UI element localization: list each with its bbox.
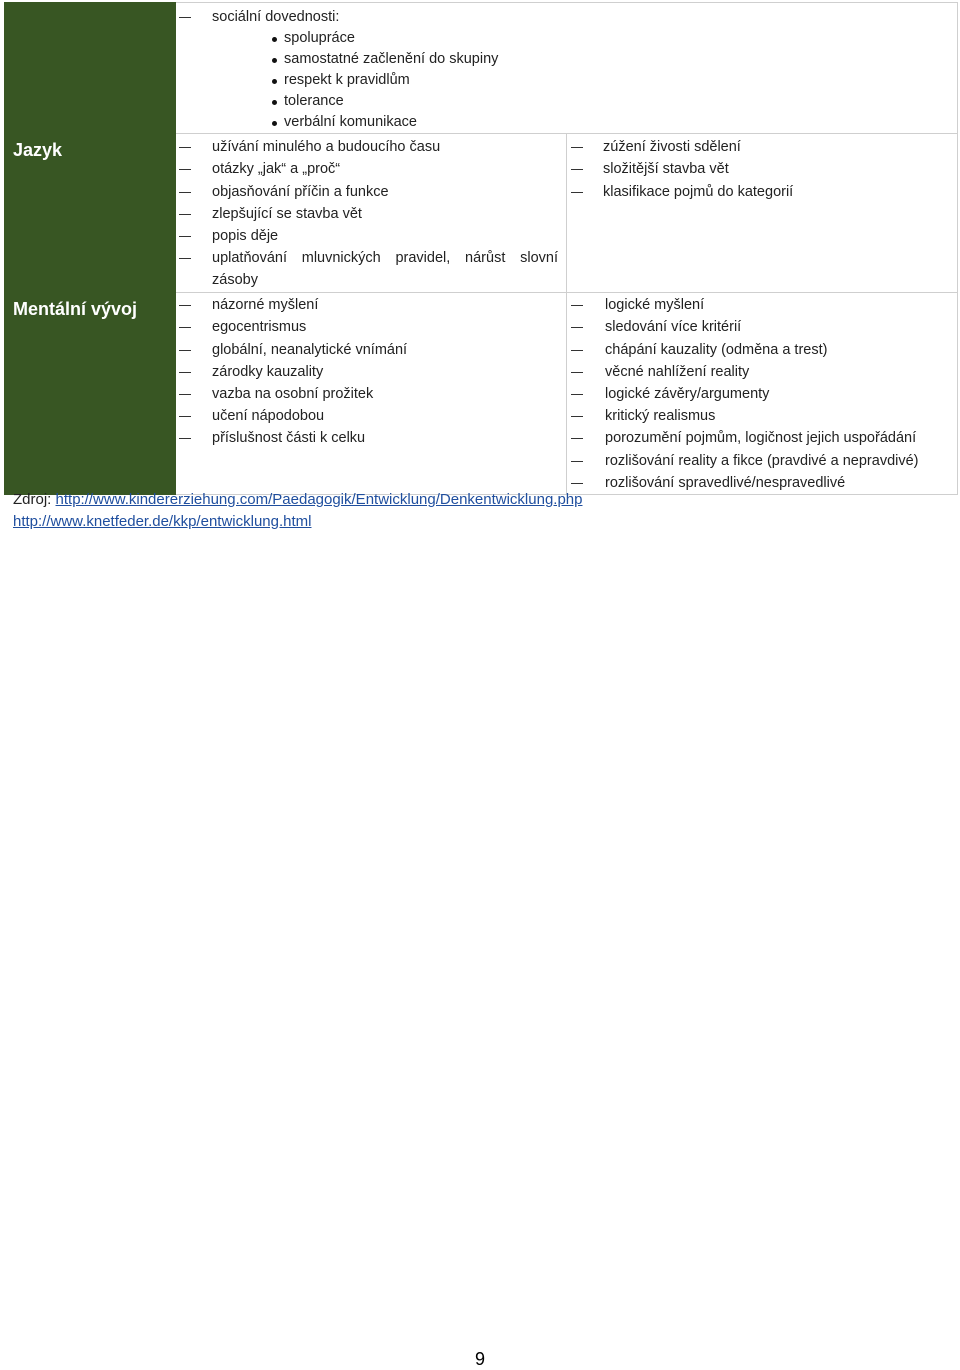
list-item: užívání minulého a budoucího času [176, 136, 566, 158]
jazyk-mid-cell [176, 134, 567, 293]
list-item: vazba na osobní prožitek [176, 383, 566, 405]
source-prefix: Zdroj: [13, 491, 56, 508]
list-item: učení nápodobou [176, 405, 566, 427]
list-item: zlepšující se stavba vět [176, 203, 566, 225]
list-item: globální, neanalytické vnímání [176, 339, 566, 361]
list-item: egocentrismus [176, 316, 566, 338]
list-item: zárodky kauzality [176, 361, 566, 383]
social-skills-list [176, 28, 957, 133]
row-label-mental: Mentální vývoj [5, 293, 176, 495]
list-item: respekt k pravidlům [272, 70, 957, 91]
row-label-empty [5, 3, 176, 134]
list-item: zúžení živosti sdělení [567, 136, 957, 158]
development-table [4, 2, 958, 495]
table-row-jazyk [5, 134, 958, 293]
list-item: kritický realismus [567, 405, 957, 427]
page-number: 9 [474, 1349, 485, 1369]
list-item: verbální komunikace [272, 112, 957, 133]
list-item: příslušnost části k celku [176, 427, 566, 449]
source-link-knetfeder[interactable]: http://www.knetfeder.de/kkp/entwicklung.html [13, 512, 312, 530]
list-item: rozlišování reality a fikce (pravdivé a nepravdivé) [567, 450, 957, 472]
list-item: rozlišování spravedlivé/nespravedlivé [567, 472, 957, 494]
list-item: objasňování příčin a funkce [176, 181, 566, 203]
list-item: samostatné začlenění do skupiny [272, 49, 957, 70]
row-label-jazyk: Jazyk [5, 134, 176, 293]
list-item: věcné nahlížení reality [567, 361, 957, 383]
list-item: otázky „jak“ a „proč“ [176, 158, 566, 180]
list-item: uplatňování mluvnických pravidel, nárůst slovní zásoby [176, 247, 566, 291]
list-item: spolupráce [272, 28, 957, 49]
jazyk-right-cell [567, 134, 958, 293]
list-item: porozumění pojmům, logičnost jejich uspořádání [567, 427, 957, 449]
social-skills-cell [176, 3, 958, 134]
table-row-social [5, 3, 958, 134]
list-item: sledování více kritérií [567, 316, 957, 338]
mental-mid-cell [176, 293, 567, 495]
list-item: popis děje [176, 225, 566, 247]
list-item: klasifikace pojmů do kategorií [567, 181, 957, 203]
list-item: názorné myšlení [176, 294, 566, 316]
list-item: chápání kauzality (odměna a trest) [567, 339, 957, 361]
list-item: tolerance [272, 91, 957, 112]
list-item: složitější stavba vět [567, 158, 957, 180]
list-item: sociální dovednosti: [176, 6, 957, 28]
mental-right-cell [567, 293, 958, 495]
source-citation [13, 489, 582, 532]
table-row-mental [5, 293, 958, 495]
list-item: logické myšlení [567, 294, 957, 316]
list-item: logické závěry/argumenty [567, 383, 957, 405]
source-link-kindererziehung[interactable]: http://www.kindererziehung.com/Paedagogik/Entwicklung/Denkentwicklung.php [55, 491, 583, 508]
